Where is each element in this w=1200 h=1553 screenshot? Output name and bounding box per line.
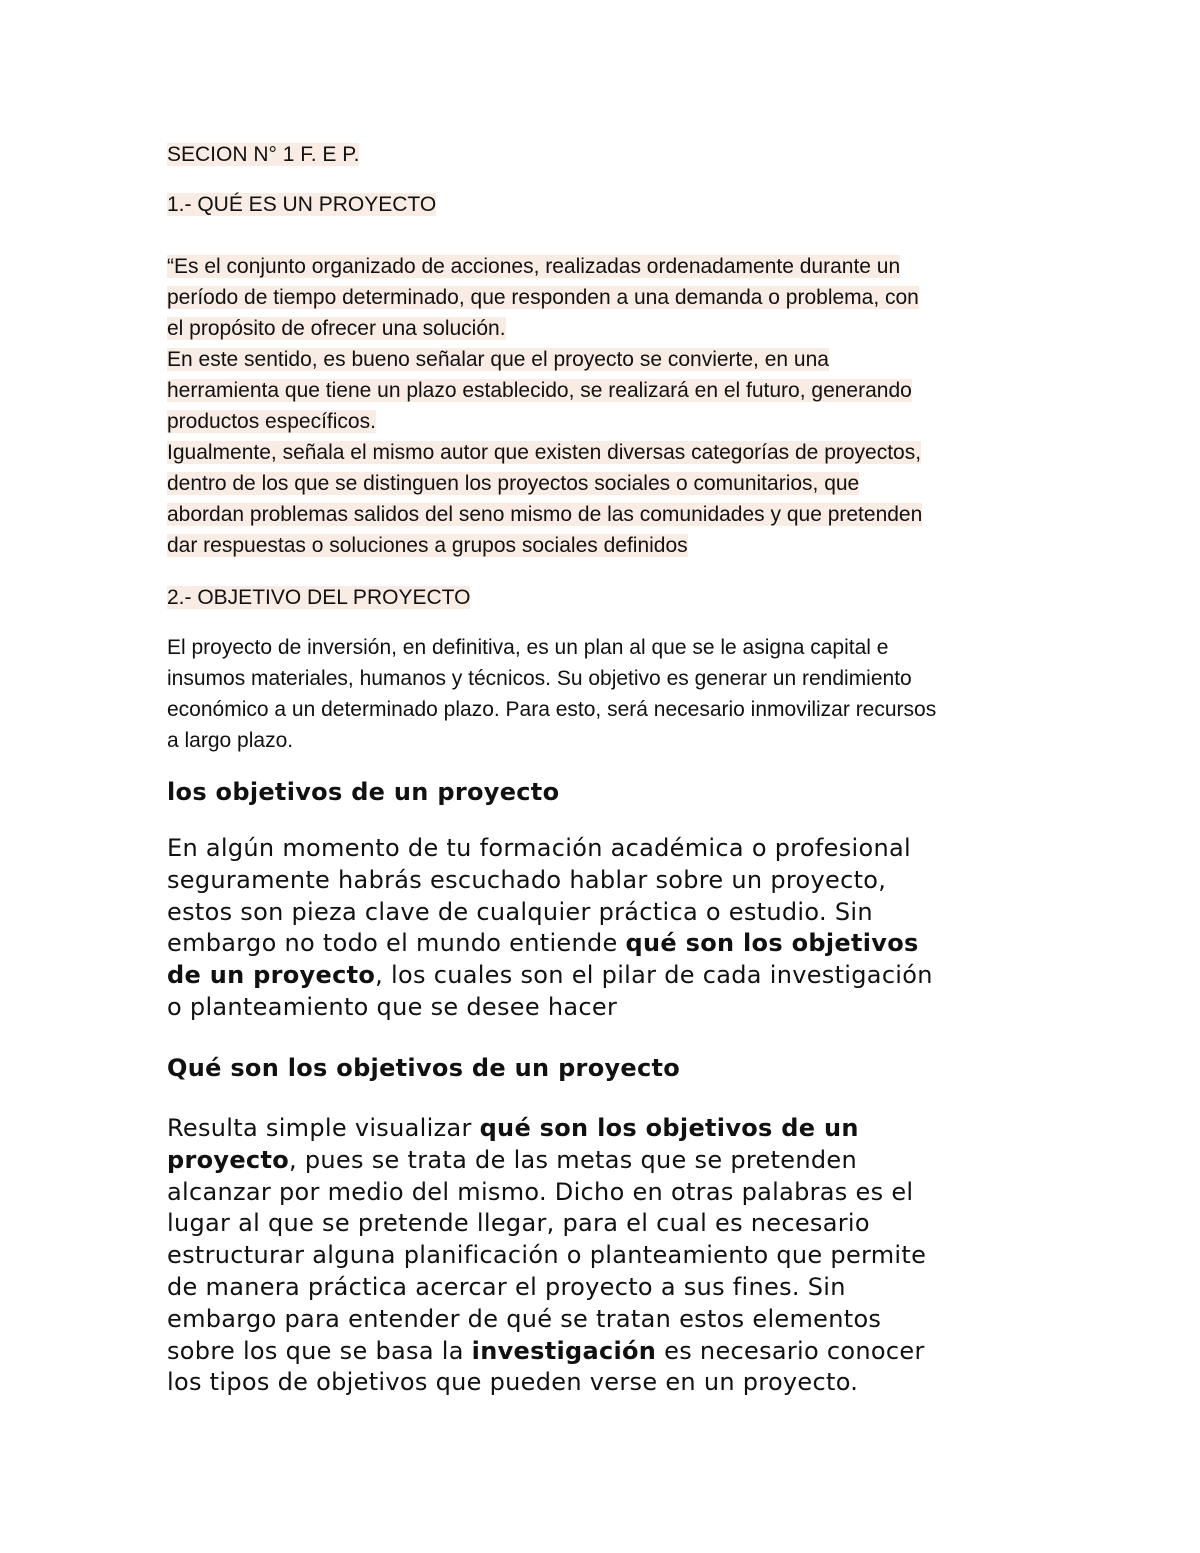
heading-2-text: 2.- OBJETIVO DEL PROYECTO — [167, 586, 471, 609]
subheading-que-son-los-objetivos: Qué son los objetivos de un proyecto — [167, 1054, 681, 1082]
definition-line: dar respuestas o soluciones a grupos sociales definidos — [167, 534, 688, 557]
paragraph-text: , pues se trata de las metas que se pretenden — [289, 1145, 857, 1174]
definition-line: “Es el conjunto organizado de acciones, realizadas ordenadamente durante un — [167, 255, 901, 278]
paragraph-line — [167, 960, 933, 992]
definition-line: Igualmente, señala el mismo autor que existen diversas categorías de proyectos, — [167, 441, 922, 464]
objective-line: El proyecto de inversión, en definitiva, es un plan al que se le asigna capital e — [167, 636, 889, 659]
section-title — [167, 139, 359, 170]
subheading-los-objetivos: los objetivos de un proyecto — [167, 778, 560, 806]
paragraph-line: estructurar alguna planificación o planteamiento que permite — [167, 1241, 927, 1270]
bold-phrase: qué son los objetivos — [625, 929, 919, 958]
paragraph-line: los tipos de objetivos que pueden verse en un proyecto. — [167, 1368, 859, 1397]
definition-line: productos específicos. — [167, 410, 376, 433]
section-title-text: SECION N° 1 F. E P. — [167, 143, 360, 166]
definition-line: herramienta que tiene un plazo establecido, se realizará en el futuro, generando — [167, 379, 912, 402]
definition-line: abordan problemas salidos del seno mismo de las comunidades y que pretenden — [167, 503, 923, 526]
heading-que-es-un-proyecto — [167, 189, 436, 220]
paragraph-line — [167, 928, 933, 960]
paragraph-line: seguramente habrás escuchado hablar sobre un proyecto, — [167, 865, 887, 894]
paragraph-line — [167, 1336, 926, 1368]
paragraph-line: o planteamiento que se desee hacer — [167, 992, 618, 1021]
definition-line: el propósito de ofrecer una solución. — [167, 317, 506, 340]
bold-phrase: qué son los objetivos de un — [479, 1114, 859, 1142]
bold-phrase: proyecto — [167, 1145, 290, 1174]
definition-line: En este sentido, es bueno señalar que el proyecto se convierte, en una — [167, 348, 829, 371]
paragraph-text: , los cuales son el pilar de cada investigación — [375, 961, 933, 990]
objective-paragraph — [167, 632, 936, 756]
paragraph-line: En algún momento de tu formación académica o profesional — [167, 834, 911, 862]
paragraph-resulta-simple — [167, 1113, 926, 1399]
objective-line: insumos materiales, humanos y técnicos. Su objetivo es generar un rendimiento — [167, 667, 912, 690]
paragraph-text: sobre los que se basa la — [167, 1336, 472, 1365]
paragraph-text: es necesario conocer — [656, 1336, 925, 1365]
bold-phrase: de un proyecto — [167, 961, 376, 990]
paragraph-line: embargo para entender de qué se tratan estos elementos — [167, 1304, 882, 1333]
objective-line: a largo plazo. — [167, 729, 294, 752]
paragraph-line: lugar al que se pretende llegar, para el cual es necesario — [167, 1209, 870, 1238]
paragraph-text: embargo no todo el mundo entiende — [167, 929, 626, 958]
definition-paragraph — [167, 251, 922, 561]
definition-line: dentro de los que se distinguen los proyectos sociales o comunitarios, que — [167, 472, 860, 495]
paragraph-line — [167, 1113, 926, 1145]
paragraph-text: Resulta simple visualizar — [167, 1114, 480, 1142]
paragraph-line — [167, 1145, 926, 1177]
paragraph-formacion — [167, 833, 933, 1024]
heading-1-text: 1.- QUÉ ES UN PROYECTO — [167, 193, 437, 216]
definition-line: período de tiempo determinado, que responden a una demanda o problema, con — [167, 286, 919, 309]
objective-line: económico a un determinado plazo. Para esto, será necesario inmovilizar recursos — [167, 698, 937, 721]
paragraph-line: alcanzar por medio del mismo. Dicho en otras palabras es el — [167, 1177, 914, 1206]
bold-phrase: investigación — [471, 1336, 657, 1365]
paragraph-line: de manera práctica acercar el proyecto a sus fines. Sin — [167, 1272, 846, 1301]
heading-objetivo-del-proyecto — [167, 582, 470, 613]
paragraph-line: estos son pieza clave de cualquier práctica o estudio. Sin — [167, 897, 873, 926]
